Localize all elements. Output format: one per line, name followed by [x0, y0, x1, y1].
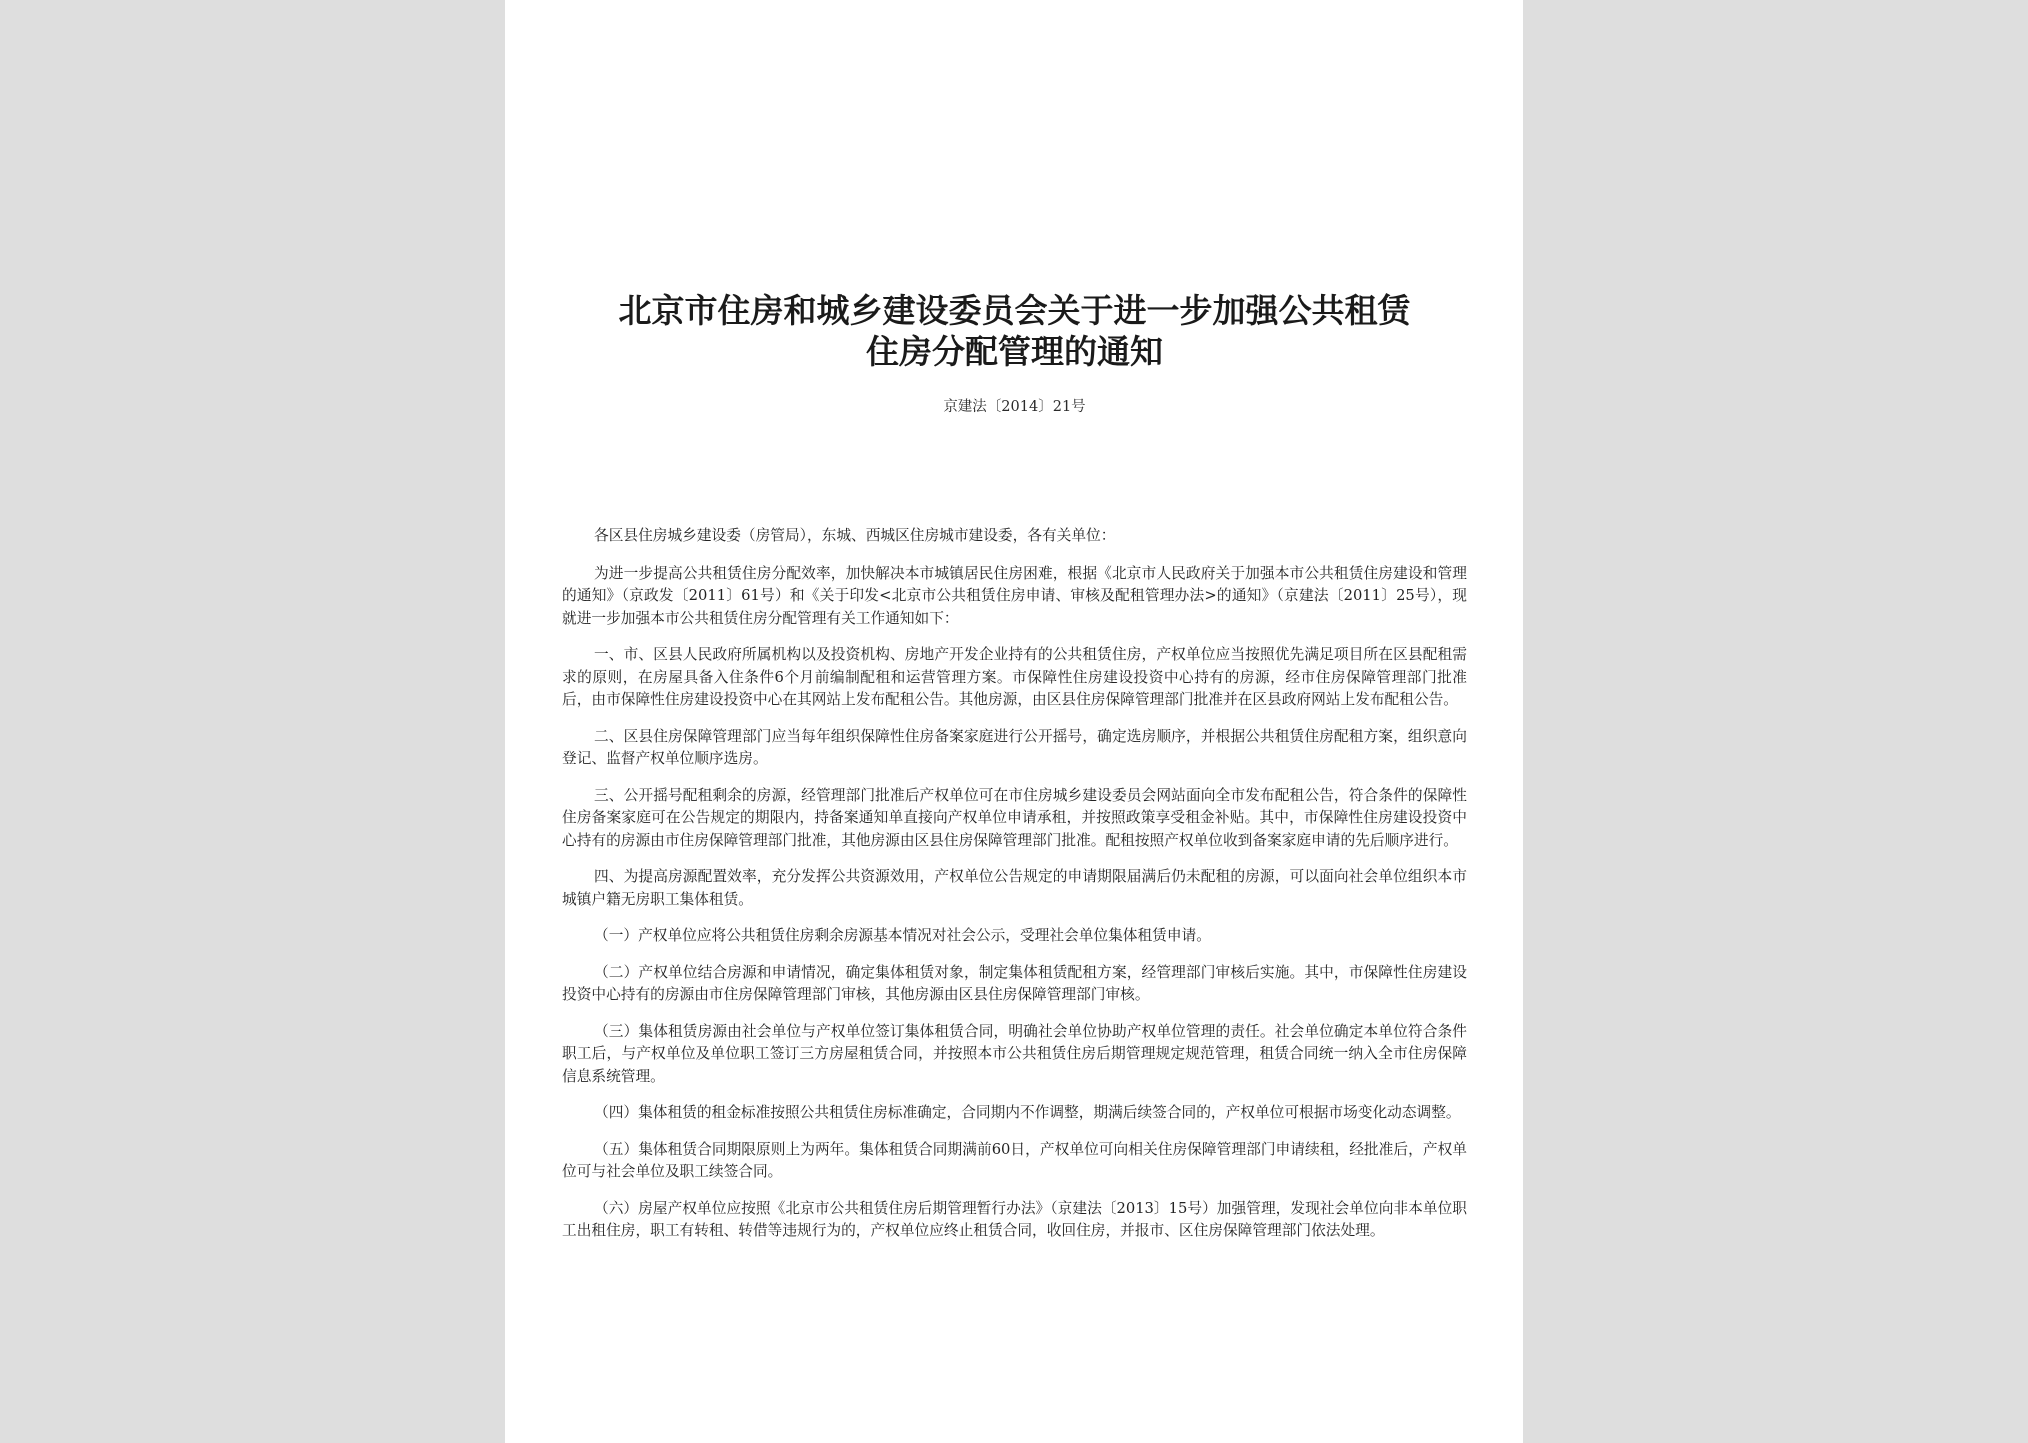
title-line-1: 北京市住房和城乡建设委员会关于进一步加强公共租赁: [618, 291, 1411, 330]
salutation: 各区县住房城乡建设委（房管局），东城、西城区住房城市建设委，各有关单位：: [594, 527, 1116, 544]
paragraph: （四）集体租赁的租金标准按照公共租赁住房标准确定，合同期内不作调整，期满后续签合同的，产权单位可根据市场变化动态调整。: [594, 1104, 1461, 1121]
document-page: [505, 0, 1523, 1443]
paragraph: 一、市、区县人民政府所属机构以及投资机构、房地产开发企业持有的公共租赁住房，产权单位应当按照优先满足项目所在区县配租需求的原则，在房屋具备入住条件6个月前编制配租和运营管理方案。市保障性住房建设投资中心持有的房源，经市住房保障管理部门批准后，由市保障性住房建设投资中心在其网站上发布配租公告。其他房源，由区县住房保障管理部门批准并在区县政府网站上发布配租公告。: [562, 646, 1467, 708]
paragraph: 四、为提高房源配置效率，充分发挥公共资源效用，产权单位公告规定的申请期限届满后仍未配租的房源，可以面向社会单位组织本市城镇户籍无房职工集体租赁。: [562, 868, 1467, 908]
paragraph: （五）集体租赁合同期限原则上为两年。集体租赁合同期满前60日，产权单位可向相关住房保障管理部门申请续租，经批准后，产权单位可与社会单位及职工续签合同。: [562, 1140, 1467, 1180]
paragraph: 为进一步提高公共租赁住房分配效率，加快解决本市城镇居民住房困难，根据《北京市人民政府关于加强本市公共租赁住房建设和管理的通知》（京政发〔2011〕61号）和《关于印发<北京市公共租赁住房申请、审核及配租管理办法>的通知》（京建法〔2011〕25号），现就进一步加强本市公共租赁住房分配管理有关工作通知如下：: [562, 564, 1467, 627]
paragraph: 二、区县住房保障管理部门应当每年组织保障性住房备案家庭进行公开摇号，确定选房顺序，并根据公共租赁住房配租方案，组织意向登记、监督产权单位顺序选房。: [562, 727, 1467, 767]
paragraph: （三）集体租赁房源由社会单位与产权单位签订集体租赁合同，明确社会单位协助产权单位管理的责任。社会单位确定本单位符合条件职工后，与产权单位及单位职工签订三方房屋租赁合同，并按照本市公共租赁住房后期管理规定规范管理，租赁合同统一纳入全市住房保障信息系统管理。: [562, 1022, 1467, 1085]
title-line-2: 住房分配管理的通知: [866, 332, 1163, 371]
paragraph: （二）产权单位结合房源和申请情况，确定集体租赁对象，制定集体租赁配租方案，经管理部门审核后实施。其中，市保障性住房建设投资中心持有的房源由市住房保障管理部门审核，其他房源由区县住房保障管理部门审核。: [562, 963, 1467, 1003]
document-body: [562, 525, 1467, 1243]
paragraph: （六）房屋产权单位应按照《北京市公共租赁住房后期管理暂行办法》（京建法〔2013〕15号）加强管理，发现社会单位向非本单位职工出租住房，职工有转租、转借等违规行为的，产权单位应终止租赁合同，收回住房，并报市、区住房保障管理部门依法处理。: [562, 1199, 1467, 1239]
paragraph: 三、公开摇号配租剩余的房源，经管理部门批准后产权单位可在市住房城乡建设委员会网站面向全市发布配租公告，符合条件的保障性住房备案家庭可在公告规定的期限内，持备案通知单直接向产权单位申请承租，并按照政策享受租金补贴。其中，市保障性住房建设投资中心持有的房源由市住房保障管理部门批准，其他房源由区县住房保障管理部门批准。配租按照产权单位收到备案家庭申请的先后顺序进行。: [562, 786, 1467, 849]
paragraph: （一）产权单位应将公共租赁住房剩余房源基本情况对社会公示，受理社会单位集体租赁申请。: [594, 927, 1211, 944]
document-title: [562, 290, 1467, 372]
document-number: 京建法〔2014〕21号: [943, 399, 1086, 415]
